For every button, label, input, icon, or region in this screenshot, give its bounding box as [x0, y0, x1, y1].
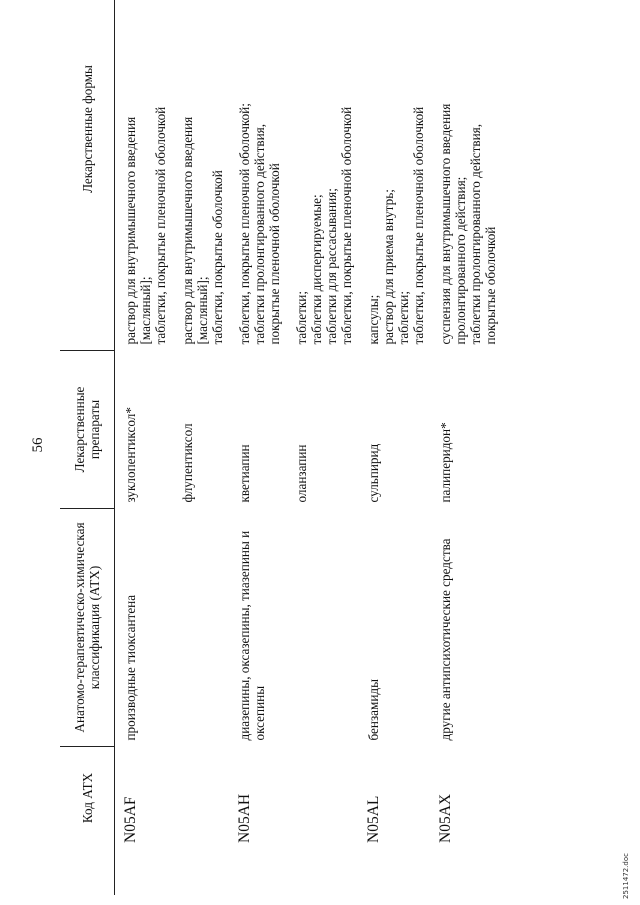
dosage-form-line: таблетки, покрытые пленочной оболочкой — [411, 106, 426, 345]
dosage-form-line: таблетки; — [396, 291, 411, 345]
dosage-forms — [115, 0, 173, 351]
header-classification: Анатомо-терапевтическо-химическая классификация (АТХ) — [60, 509, 115, 747]
atx-classification: производные тиоксантена — [123, 594, 138, 741]
dosage-form-line: таблетки диспергируемые; — [309, 194, 324, 345]
atx-classification: бензамиды — [366, 679, 381, 741]
dosage-form-line: покрытые пленочной оболочкой — [267, 163, 282, 345]
dosage-form-line: [масляный]; — [195, 276, 210, 345]
dosage-forms — [358, 0, 430, 351]
atx-code: N05AL — [365, 795, 382, 843]
header-code: Код АТХ — [60, 747, 115, 896]
atx-code: N05AH — [236, 793, 253, 843]
drug-name: сульпирид — [366, 443, 381, 503]
dosage-form-line: [масляный]; — [138, 276, 153, 345]
dosage-form-line: раствор для приема внутрь; — [381, 189, 396, 345]
table-row — [286, 0, 358, 895]
dosage-form-line: таблетки, покрытые пленочной оболочкой — [153, 106, 168, 345]
dosage-forms — [172, 0, 229, 351]
table-row — [172, 0, 229, 895]
drug-name: флупентиксол — [180, 423, 195, 503]
dosage-form-line: таблетки, покрытые пленочной оболочкой; — [237, 103, 252, 345]
dosage-form-line: таблетки пролонгированного действия, — [468, 123, 483, 345]
atx-code: N05AF — [122, 796, 139, 843]
table-header-row — [60, 0, 115, 895]
table-row — [358, 0, 430, 895]
header-forms: Лекарственные формы — [60, 0, 115, 351]
drug-name: кветиапин — [237, 444, 252, 503]
drug-name: зуклопентиксол* — [123, 407, 138, 503]
atx-table — [60, 0, 502, 895]
table-row — [430, 0, 502, 895]
dosage-form-line: таблетки пролонгированного действия, — [252, 123, 267, 345]
dosage-forms — [229, 0, 286, 351]
table-row — [229, 0, 286, 895]
atx-classification: диазепины, оксазепины, тиазепины и оксепины — [237, 530, 267, 741]
dosage-form-line: таблетки для рассасывания; — [324, 188, 339, 345]
page-number: 56 — [30, 437, 46, 453]
document-footer: 2511472.doc — [622, 853, 630, 899]
dosage-form-line: покрытые оболочкой — [483, 226, 498, 345]
dosage-form-line: суспензия для внутримышечного введения — [438, 103, 453, 345]
atx-code: N05AX — [437, 793, 454, 843]
dosage-forms — [286, 0, 358, 351]
dosage-form-line: таблетки, покрытые оболочкой — [210, 170, 225, 345]
atx-classification: другие антипсихотические средства — [438, 538, 453, 741]
drug-name: оланзапин — [294, 444, 309, 503]
dosage-form-line: таблетки; — [294, 291, 309, 345]
table-row — [115, 0, 173, 895]
dosage-form-line: раствор для внутримышечного введения — [180, 116, 195, 345]
dosage-form-line: пролонгированного действия; — [453, 176, 468, 345]
dosage-forms — [430, 0, 502, 351]
dosage-form-line: таблетки, покрытые пленочной оболочкой — [339, 106, 354, 345]
dosage-form-line: раствор для внутримышечного введения — [123, 116, 138, 345]
dosage-form-line: капсулы; — [366, 294, 381, 345]
header-drugs: Лекарственные препараты — [60, 351, 115, 509]
drug-name: палиперидон* — [438, 422, 453, 503]
